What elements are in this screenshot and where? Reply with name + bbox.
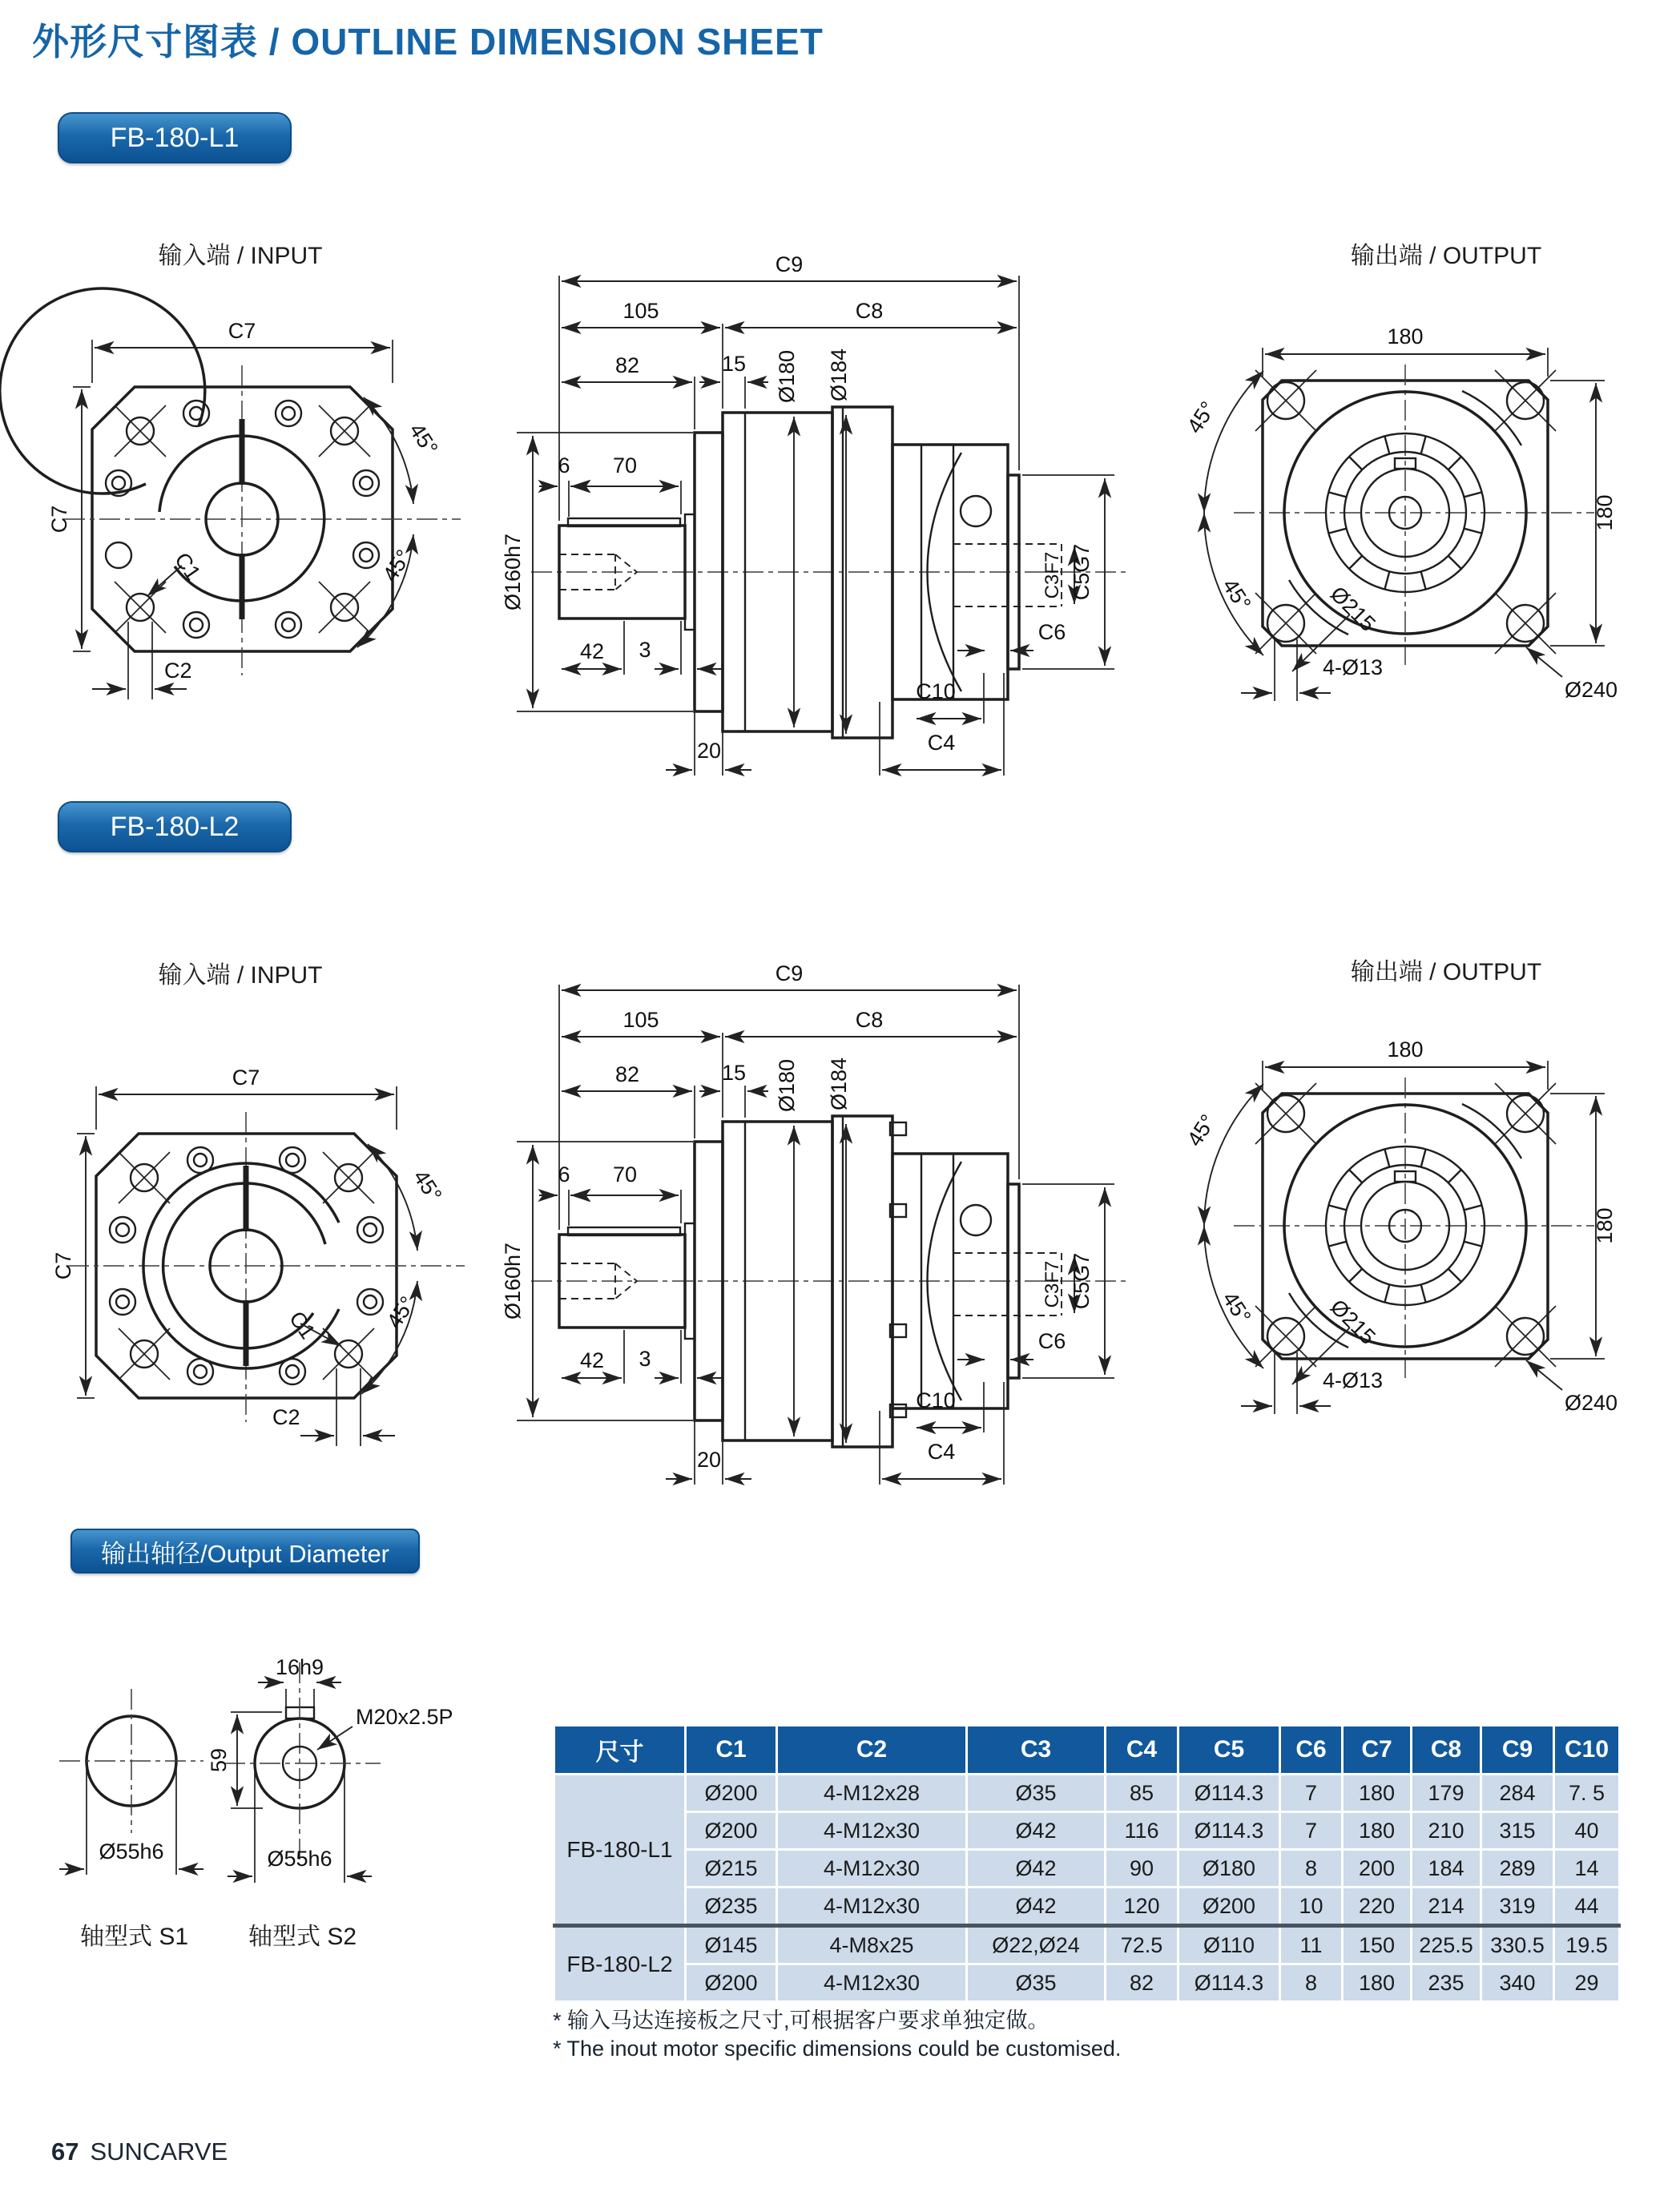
svg-text:C5G7: C5G7 <box>1070 543 1094 601</box>
page-number: 67 <box>51 2137 79 2166</box>
svg-text:Ø215: Ø215 <box>1325 1295 1380 1349</box>
dim-82-15 <box>562 1061 768 1138</box>
col-header: C8 <box>1412 1726 1481 1775</box>
l1-output-label: 输出端 / OUTPUT <box>1350 243 1542 269</box>
svg-text:15: 15 <box>721 1061 747 1085</box>
svg-text:45°: 45° <box>1182 397 1221 438</box>
svg-text:15: 15 <box>721 352 747 376</box>
col-header: 尺寸 <box>554 1726 686 1775</box>
svg-text:16h9: 16h9 <box>275 1655 324 1679</box>
svg-text:C7: C7 <box>51 1251 75 1280</box>
svg-text:70: 70 <box>612 453 638 477</box>
svg-text:C3F7: C3F7 <box>1041 1260 1063 1308</box>
svg-text:Ø184: Ø184 <box>827 348 851 402</box>
dim-6-70 <box>539 453 681 517</box>
table-row: Ø200 4-M12x30 Ø42 116 Ø114.3 7 180 210 315 40 <box>554 1812 1620 1850</box>
dim-45-angles <box>361 1144 446 1394</box>
brand-name: SUNCARVE <box>90 2137 228 2166</box>
shaft-s1-label: 轴型式 S1 <box>80 1924 189 1950</box>
page-title: 外形尺寸图表 / OUTLINE DIMENSION SHEET <box>32 21 824 62</box>
svg-defs <box>0 0 1 1</box>
dim-c2 <box>272 1368 395 1446</box>
svg-text:45°: 45° <box>377 545 417 586</box>
svg-text:180: 180 <box>1593 494 1617 531</box>
svg-text:C2: C2 <box>272 1405 300 1429</box>
svg-text:45°: 45° <box>408 1165 447 1207</box>
dim-240 <box>1526 1360 1618 1415</box>
svg-text:82: 82 <box>614 353 640 377</box>
dim-c1 <box>284 1307 341 1346</box>
badge-fb-180-l2: FB-180-L2 <box>58 801 292 852</box>
col-header: C1 <box>686 1726 777 1775</box>
l2-input-drawing <box>48 1042 497 1458</box>
svg-text:Ø184: Ø184 <box>827 1057 851 1111</box>
thread-callout <box>317 1705 453 1750</box>
dim-c2 <box>92 622 192 699</box>
page-footer <box>51 2137 228 2166</box>
svg-text:180: 180 <box>1387 324 1424 349</box>
svg-text:45°: 45° <box>1182 1110 1221 1151</box>
svg-text:C9: C9 <box>775 961 804 985</box>
dimension-table-wrap <box>553 1724 1621 2003</box>
svg-text:Ø180: Ø180 <box>775 1058 799 1113</box>
svg-text:6: 6 <box>558 453 570 477</box>
badge-output-diameter: 输出轴径/Output Diameter <box>71 1529 420 1573</box>
dim-240 <box>1526 647 1618 702</box>
table-row: Ø235 4-M12x30 Ø42 120 Ø200 10 220 214 319 44 <box>554 1888 1620 1926</box>
svg-text:42: 42 <box>579 1348 605 1372</box>
shaft-s2-label: 轴型式 S2 <box>248 1924 357 1950</box>
input-shaft <box>559 1227 685 1328</box>
l1-input-drawing <box>44 295 493 711</box>
l1-input-label: 输入端 / INPUT <box>158 243 323 269</box>
svg-text:C1: C1 <box>284 1307 320 1344</box>
l2-output-drawing <box>1158 977 1670 1498</box>
svg-text:C10: C10 <box>916 679 956 703</box>
svg-text:4-Ø13: 4-Ø13 <box>1323 1368 1384 1392</box>
svg-text:C10: C10 <box>916 1388 956 1412</box>
svg-text:4-Ø13: 4-Ø13 <box>1323 655 1384 679</box>
svg-text:180: 180 <box>1593 1207 1617 1244</box>
svg-text:82: 82 <box>614 1062 640 1086</box>
l1-side-drawing <box>501 252 1150 825</box>
gear-housing <box>723 1116 1062 1447</box>
svg-text:C7: C7 <box>47 505 71 534</box>
svg-text:M20x2.5P: M20x2.5P <box>356 1705 453 1729</box>
svg-text:20: 20 <box>696 739 722 763</box>
dim-c10-c4 <box>880 673 1004 776</box>
svg-text:C9: C9 <box>775 252 804 276</box>
svg-text:Ø160h7: Ø160h7 <box>501 1242 525 1320</box>
dim-82-15 <box>562 352 768 429</box>
dim-42-3 <box>562 621 722 675</box>
svg-text:45°: 45° <box>1217 1287 1256 1328</box>
l2-input-label: 输入端 / INPUT <box>158 962 323 989</box>
svg-text:Ø240: Ø240 <box>1565 1391 1618 1415</box>
col-header: C7 <box>1343 1726 1412 1775</box>
footnote-zh: * 输入马达连接板之尺寸,可根据客户要求单独定做。 <box>553 2009 1049 2033</box>
l2-output-label: 输出端 / OUTPUT <box>1350 959 1542 985</box>
svg-text:180: 180 <box>1387 1038 1424 1062</box>
svg-text:C3F7: C3F7 <box>1041 551 1063 599</box>
svg-text:C7: C7 <box>232 1066 260 1090</box>
col-header: C4 <box>1106 1726 1178 1775</box>
svg-text:6: 6 <box>558 1162 570 1187</box>
col-header: C6 <box>1280 1726 1343 1775</box>
col-header: C2 <box>777 1726 967 1775</box>
dim-42-3 <box>562 1330 722 1384</box>
dim-20 <box>666 1420 751 1485</box>
gear-housing <box>723 407 1062 738</box>
dim-20 <box>666 711 751 776</box>
input-shaft <box>559 518 685 618</box>
dim-45-angles <box>357 397 442 647</box>
svg-text:C1: C1 <box>170 548 206 585</box>
svg-text:Ø55h6: Ø55h6 <box>99 1839 164 1863</box>
dimension-table <box>553 1724 1621 2003</box>
footnote-en: * The inout motor specific dimensions could be customised. <box>553 2037 1122 2061</box>
table-row: Ø200 4-M12x30 Ø35 82 Ø114.3 8 180 235 340 29 <box>554 1964 1620 2002</box>
svg-text:Ø240: Ø240 <box>1565 678 1618 702</box>
badge-fb-180-l1: FB-180-L1 <box>58 112 292 163</box>
svg-text:105: 105 <box>622 1008 659 1032</box>
shaft-s2-drawing <box>207 1650 473 1915</box>
svg-text:45°: 45° <box>1217 574 1256 615</box>
svg-text:Ø215: Ø215 <box>1325 582 1380 636</box>
svg-text:45°: 45° <box>381 1291 421 1333</box>
svg-text:42: 42 <box>579 639 605 663</box>
table-row: FB-180-L1 Ø200 4-M12x28 Ø35 85 Ø114.3 7 180 179 284 7. 5 <box>554 1775 1620 1812</box>
col-header: C9 <box>1481 1726 1554 1775</box>
svg-text:C6: C6 <box>1037 1329 1066 1353</box>
svg-text:Ø55h6: Ø55h6 <box>267 1847 332 1871</box>
svg-text:C2: C2 <box>164 659 192 683</box>
shaft-s1-drawing <box>43 1673 236 1913</box>
svg-text:Ø180: Ø180 <box>775 349 799 404</box>
svg-text:3: 3 <box>639 638 651 662</box>
l2-side-drawing <box>501 961 1150 1534</box>
dim-6-70 <box>539 1162 681 1226</box>
svg-text:C4: C4 <box>927 1440 956 1464</box>
col-header: C10 <box>1554 1726 1620 1775</box>
svg-text:59: 59 <box>207 1747 231 1773</box>
dim-59 <box>207 1712 282 1808</box>
l1-output-drawing <box>1158 264 1670 785</box>
svg-text:C8: C8 <box>855 299 884 323</box>
col-header: C3 <box>967 1726 1106 1775</box>
group-fb-180-l2: FB-180-L2 <box>554 1926 686 2002</box>
table-header-row <box>554 1726 1620 1775</box>
table-row: Ø215 4-M12x30 Ø42 90 Ø180 8 200 184 289 14 <box>554 1850 1620 1888</box>
svg-text:105: 105 <box>622 299 659 323</box>
svg-text:C5G7: C5G7 <box>1070 1252 1094 1310</box>
svg-text:C7: C7 <box>228 319 256 343</box>
table-row: FB-180-L2 Ø145 4-M8x25 Ø22,Ø24 72.5 Ø110 11 150 225.5 330.5 19.5 <box>554 1926 1620 1964</box>
col-header: C5 <box>1178 1726 1280 1775</box>
svg-text:C4: C4 <box>927 731 956 755</box>
dim-55h6 <box>59 1765 203 1875</box>
svg-text:3: 3 <box>639 1347 651 1371</box>
svg-text:C8: C8 <box>855 1008 884 1032</box>
svg-text:20: 20 <box>696 1448 722 1472</box>
svg-text:Ø160h7: Ø160h7 <box>501 533 525 611</box>
svg-text:70: 70 <box>612 1162 638 1187</box>
svg-text:45°: 45° <box>404 418 443 460</box>
group-fb-180-l1: FB-180-L1 <box>554 1775 686 1926</box>
dim-c10-c4 <box>880 1382 1004 1485</box>
svg-text:C6: C6 <box>1037 620 1066 644</box>
